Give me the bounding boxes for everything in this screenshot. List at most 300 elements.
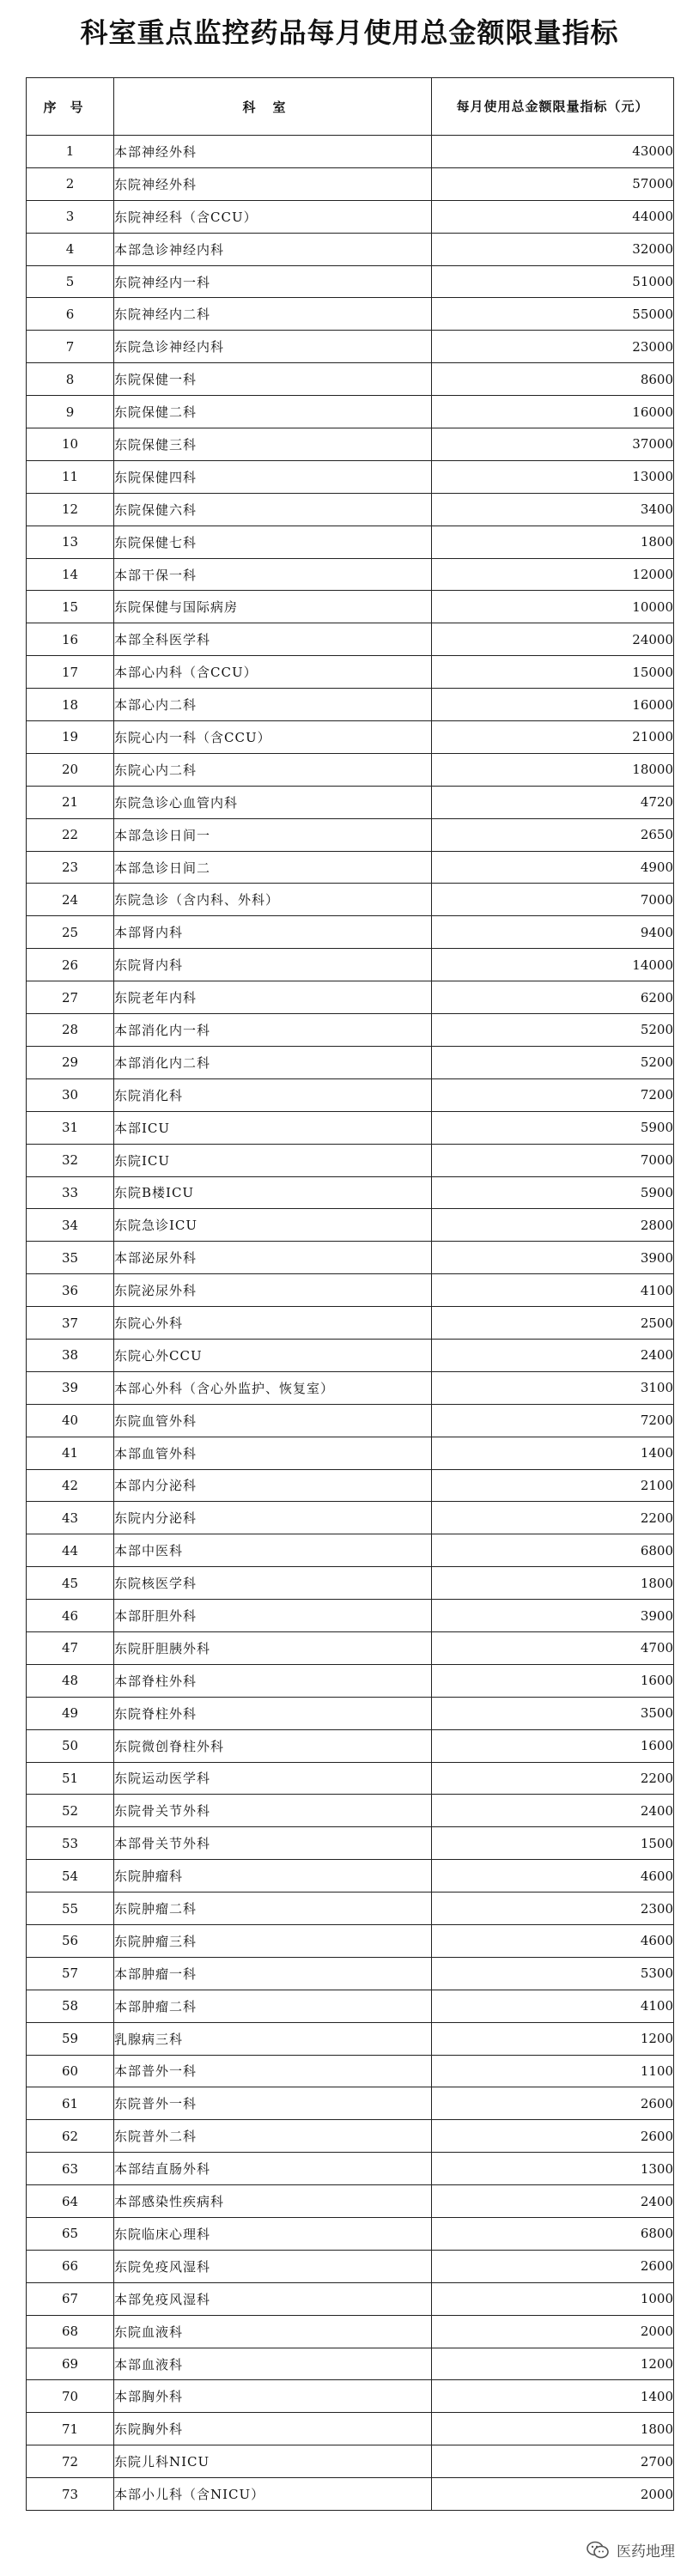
row-number: 12 (27, 493, 114, 526)
row-department: 本部血管外科 (114, 1437, 432, 1469)
table-row (27, 1631, 674, 1664)
table-row (27, 526, 674, 558)
table-row (27, 2120, 674, 2153)
table-row (27, 1827, 674, 1860)
table-row (27, 1795, 674, 1827)
row-department: 本部消化内二科 (114, 1046, 432, 1078)
row-monthly-limit: 4600 (432, 1860, 674, 1893)
row-number: 14 (27, 558, 114, 591)
row-monthly-limit: 2700 (432, 2445, 674, 2478)
row-department: 本部肿瘤一科 (114, 1957, 432, 1990)
row-number: 31 (27, 1111, 114, 1144)
row-monthly-limit: 6200 (432, 981, 674, 1014)
row-department: 东院心内一科（含CCU） (114, 721, 432, 754)
row-monthly-limit: 10000 (432, 591, 674, 623)
row-monthly-limit: 5900 (432, 1111, 674, 1144)
row-department: 本部骨关节外科 (114, 1827, 432, 1860)
row-department: 东院保健一科 (114, 363, 432, 396)
row-number: 52 (27, 1795, 114, 1827)
row-monthly-limit: 1500 (432, 1827, 674, 1860)
row-monthly-limit: 55000 (432, 298, 674, 331)
row-monthly-limit: 37000 (432, 428, 674, 461)
table-row (27, 623, 674, 656)
row-monthly-limit: 14000 (432, 949, 674, 981)
row-number: 24 (27, 884, 114, 916)
row-number: 25 (27, 916, 114, 949)
row-number: 35 (27, 1242, 114, 1274)
row-number: 27 (27, 981, 114, 1014)
row-number: 63 (27, 2153, 114, 2185)
row-monthly-limit: 2400 (432, 2185, 674, 2218)
row-monthly-limit: 23000 (432, 331, 674, 363)
table-header-row (27, 78, 674, 136)
row-department: 东院保健与国际病房 (114, 591, 432, 623)
table-row (27, 2380, 674, 2413)
row-monthly-limit: 51000 (432, 265, 674, 298)
row-department: 本部内分泌科 (114, 1469, 432, 1502)
row-monthly-limit: 4100 (432, 1274, 674, 1307)
row-monthly-limit: 8600 (432, 363, 674, 396)
row-department: 东院肝胆胰外科 (114, 1631, 432, 1664)
table-row (27, 1860, 674, 1893)
row-department: 东院血管外科 (114, 1404, 432, 1437)
row-monthly-limit: 2000 (432, 2478, 674, 2511)
row-monthly-limit: 7000 (432, 1144, 674, 1176)
row-department: 本部肝胆外科 (114, 1600, 432, 1632)
row-number: 71 (27, 2413, 114, 2445)
row-number: 15 (27, 591, 114, 623)
row-number: 49 (27, 1697, 114, 1729)
row-department: 本部急诊日间二 (114, 851, 432, 884)
row-number: 45 (27, 1567, 114, 1600)
table-row (27, 298, 674, 331)
row-department: 本部心内科（含CCU） (114, 656, 432, 689)
row-number: 48 (27, 1664, 114, 1697)
row-department: 本部神经外科 (114, 136, 432, 168)
row-department: 本部肿瘤二科 (114, 1990, 432, 2022)
row-number: 11 (27, 460, 114, 493)
row-department: 本部干保一科 (114, 558, 432, 591)
row-monthly-limit: 4100 (432, 1990, 674, 2022)
table-row (27, 2153, 674, 2185)
row-monthly-limit: 5300 (432, 1957, 674, 1990)
row-monthly-limit: 4720 (432, 786, 674, 818)
table-row (27, 1469, 674, 1502)
table-row (27, 396, 674, 428)
row-number: 8 (27, 363, 114, 396)
row-department: 东院神经科（含CCU） (114, 200, 432, 233)
table-row (27, 1242, 674, 1274)
table-row (27, 1567, 674, 1600)
row-department: 本部急诊日间一 (114, 818, 432, 851)
row-monthly-limit: 4900 (432, 851, 674, 884)
row-department: 本部胸外科 (114, 2380, 432, 2413)
row-department: 本部免疫风湿科 (114, 2282, 432, 2315)
table-row (27, 1339, 674, 1371)
row-number: 69 (27, 2348, 114, 2380)
row-number: 42 (27, 1469, 114, 1502)
row-number: 62 (27, 2120, 114, 2153)
row-number: 23 (27, 851, 114, 884)
row-department: 本部心内二科 (114, 689, 432, 721)
row-department: 本部ICU (114, 1111, 432, 1144)
row-number: 33 (27, 1176, 114, 1209)
row-number: 50 (27, 1729, 114, 1762)
table-row (27, 1893, 674, 1925)
table-row (27, 1404, 674, 1437)
table-row (27, 2282, 674, 2315)
row-number: 43 (27, 1502, 114, 1534)
table-row (27, 2087, 674, 2120)
row-department: 东院骨关节外科 (114, 1795, 432, 1827)
row-number: 40 (27, 1404, 114, 1437)
row-number: 22 (27, 818, 114, 851)
row-monthly-limit: 32000 (432, 233, 674, 265)
row-monthly-limit: 2300 (432, 1893, 674, 1925)
row-monthly-limit: 44000 (432, 200, 674, 233)
table-row (27, 265, 674, 298)
limit-table (26, 77, 674, 2511)
row-department: 东院胸外科 (114, 2413, 432, 2445)
table-row (27, 851, 674, 884)
row-department: 东院消化科 (114, 1078, 432, 1111)
row-monthly-limit: 4600 (432, 1924, 674, 1957)
row-monthly-limit: 43000 (432, 136, 674, 168)
row-monthly-limit: 1000 (432, 2282, 674, 2315)
row-monthly-limit: 1800 (432, 526, 674, 558)
table-row (27, 136, 674, 168)
watermark-text: 医药地理 (617, 2543, 675, 2561)
row-monthly-limit: 2600 (432, 2087, 674, 2120)
row-number: 66 (27, 2250, 114, 2282)
table-row (27, 2250, 674, 2282)
row-department: 本部泌尿外科 (114, 1242, 432, 1274)
table-row (27, 460, 674, 493)
row-department: 本部急诊神经内科 (114, 233, 432, 265)
row-monthly-limit: 2600 (432, 2250, 674, 2282)
table-row (27, 1534, 674, 1567)
row-department: 本部全科医学科 (114, 623, 432, 656)
row-department: 东院保健六科 (114, 493, 432, 526)
row-department: 东院核医学科 (114, 1567, 432, 1600)
table-row (27, 656, 674, 689)
row-number: 37 (27, 1307, 114, 1340)
row-number: 17 (27, 656, 114, 689)
table-row (27, 884, 674, 916)
table-row (27, 167, 674, 200)
row-monthly-limit: 2200 (432, 1762, 674, 1795)
row-monthly-limit: 21000 (432, 721, 674, 754)
row-monthly-limit: 2100 (432, 1469, 674, 1502)
row-number: 59 (27, 2022, 114, 2055)
row-monthly-limit: 1200 (432, 2348, 674, 2380)
row-monthly-limit: 1600 (432, 1729, 674, 1762)
row-department: 东院神经内二科 (114, 298, 432, 331)
row-number: 65 (27, 2218, 114, 2251)
row-number: 51 (27, 1762, 114, 1795)
row-monthly-limit: 57000 (432, 167, 674, 200)
table-row (27, 1111, 674, 1144)
row-monthly-limit: 1400 (432, 1437, 674, 1469)
row-number: 26 (27, 949, 114, 981)
row-number: 61 (27, 2087, 114, 2120)
row-department: 东院肾内科 (114, 949, 432, 981)
row-number: 41 (27, 1437, 114, 1469)
table-row (27, 1990, 674, 2022)
table-row (27, 591, 674, 623)
row-department: 本部心外科（含心外监护、恢复室） (114, 1371, 432, 1404)
row-department: 东院心外科 (114, 1307, 432, 1340)
row-monthly-limit: 3100 (432, 1371, 674, 1404)
table-row (27, 1209, 674, 1242)
row-monthly-limit: 2200 (432, 1502, 674, 1534)
row-number: 5 (27, 265, 114, 298)
page-title: 科室重点监控药品每月使用总金额限量指标 (80, 16, 619, 49)
row-number: 28 (27, 1014, 114, 1047)
row-number: 6 (27, 298, 114, 331)
row-monthly-limit: 1400 (432, 2380, 674, 2413)
row-department: 东院运动医学科 (114, 1762, 432, 1795)
row-monthly-limit: 1300 (432, 2153, 674, 2185)
table-row (27, 2218, 674, 2251)
row-number: 18 (27, 689, 114, 721)
row-department: 本部小儿科（含NICU） (114, 2478, 432, 2511)
row-department: 东院ICU (114, 1144, 432, 1176)
row-department: 东院急诊心血管内科 (114, 786, 432, 818)
row-number: 60 (27, 2055, 114, 2087)
row-monthly-limit: 9400 (432, 916, 674, 949)
table-row (27, 916, 674, 949)
table-row (27, 2315, 674, 2348)
row-number: 54 (27, 1860, 114, 1893)
row-department: 本部感染性疾病科 (114, 2185, 432, 2218)
header-number: 序号 (27, 78, 114, 136)
row-number: 4 (27, 233, 114, 265)
table-row (27, 949, 674, 981)
table-row (27, 233, 674, 265)
table-row (27, 363, 674, 396)
row-number: 67 (27, 2282, 114, 2315)
table-row (27, 1762, 674, 1795)
row-number: 57 (27, 1957, 114, 1990)
table-row (27, 2055, 674, 2087)
row-department: 东院老年内科 (114, 981, 432, 1014)
table-row (27, 1144, 674, 1176)
table-row (27, 200, 674, 233)
row-number: 53 (27, 1827, 114, 1860)
row-number: 44 (27, 1534, 114, 1567)
wechat-icon (586, 2540, 610, 2561)
row-monthly-limit: 2600 (432, 2120, 674, 2153)
table-row (27, 2348, 674, 2380)
table-row (27, 2022, 674, 2055)
row-number: 68 (27, 2315, 114, 2348)
table-row (27, 1078, 674, 1111)
header-monthly-limit: 每月使用总金额限量指标（元） (432, 78, 674, 136)
row-department: 东院心外CCU (114, 1339, 432, 1371)
row-department: 东院普外一科 (114, 2087, 432, 2120)
row-department: 本部消化内一科 (114, 1014, 432, 1047)
row-department: 东院心内二科 (114, 753, 432, 786)
row-monthly-limit: 1600 (432, 1664, 674, 1697)
table-row (27, 558, 674, 591)
row-monthly-limit: 3900 (432, 1600, 674, 1632)
table-row (27, 1046, 674, 1078)
row-monthly-limit: 3500 (432, 1697, 674, 1729)
row-monthly-limit: 4700 (432, 1631, 674, 1664)
row-number: 34 (27, 1209, 114, 1242)
table-row (27, 2413, 674, 2445)
table-row (27, 753, 674, 786)
row-monthly-limit: 7200 (432, 1078, 674, 1111)
row-number: 7 (27, 331, 114, 363)
row-monthly-limit: 5200 (432, 1046, 674, 1078)
row-department: 东院肿瘤二科 (114, 1893, 432, 1925)
table-row (27, 331, 674, 363)
table-row (27, 1664, 674, 1697)
row-department: 东院B楼ICU (114, 1176, 432, 1209)
row-department: 本部普外一科 (114, 2055, 432, 2087)
row-number: 32 (27, 1144, 114, 1176)
table-row (27, 428, 674, 461)
row-department: 东院免疫风湿科 (114, 2250, 432, 2282)
row-monthly-limit: 15000 (432, 656, 674, 689)
table-row (27, 786, 674, 818)
table-row (27, 1371, 674, 1404)
table-row (27, 1307, 674, 1340)
row-monthly-limit: 6800 (432, 1534, 674, 1567)
row-number: 1 (27, 136, 114, 168)
row-number: 13 (27, 526, 114, 558)
row-monthly-limit: 1800 (432, 2413, 674, 2445)
row-number: 29 (27, 1046, 114, 1078)
row-monthly-limit: 6800 (432, 2218, 674, 2251)
row-department: 东院神经外科 (114, 167, 432, 200)
row-department: 本部结直肠外科 (114, 2153, 432, 2185)
table-row (27, 1957, 674, 1990)
row-number: 2 (27, 167, 114, 200)
table-row (27, 1697, 674, 1729)
row-number: 39 (27, 1371, 114, 1404)
row-department: 东院急诊ICU (114, 1209, 432, 1242)
table-row (27, 818, 674, 851)
row-department: 东院保健三科 (114, 428, 432, 461)
row-number: 36 (27, 1274, 114, 1307)
row-number: 58 (27, 1990, 114, 2022)
row-number: 16 (27, 623, 114, 656)
row-department: 东院微创脊柱外科 (114, 1729, 432, 1762)
row-department: 东院泌尿外科 (114, 1274, 432, 1307)
row-number: 3 (27, 200, 114, 233)
row-number: 21 (27, 786, 114, 818)
row-number: 64 (27, 2185, 114, 2218)
row-department: 东院急诊（含内科、外科） (114, 884, 432, 916)
row-monthly-limit: 1100 (432, 2055, 674, 2087)
row-department: 东院急诊神经内科 (114, 331, 432, 363)
row-department: 东院神经内一科 (114, 265, 432, 298)
row-number: 72 (27, 2445, 114, 2478)
row-monthly-limit: 12000 (432, 558, 674, 591)
row-monthly-limit: 2400 (432, 1339, 674, 1371)
table-row (27, 1014, 674, 1047)
row-number: 9 (27, 396, 114, 428)
row-number: 47 (27, 1631, 114, 1664)
row-department: 东院脊柱外科 (114, 1697, 432, 1729)
row-monthly-limit: 2800 (432, 1209, 674, 1242)
row-monthly-limit: 16000 (432, 396, 674, 428)
row-monthly-limit: 1800 (432, 1567, 674, 1600)
row-number: 19 (27, 721, 114, 754)
table-row (27, 1924, 674, 1957)
row-number: 38 (27, 1339, 114, 1371)
row-department: 东院保健七科 (114, 526, 432, 558)
row-monthly-limit: 24000 (432, 623, 674, 656)
table-row (27, 1600, 674, 1632)
row-number: 56 (27, 1924, 114, 1957)
row-monthly-limit: 2500 (432, 1307, 674, 1340)
row-monthly-limit: 1200 (432, 2022, 674, 2055)
row-department: 东院肿瘤科 (114, 1860, 432, 1893)
row-department: 东院内分泌科 (114, 1502, 432, 1534)
row-number: 70 (27, 2380, 114, 2413)
row-monthly-limit: 5900 (432, 1176, 674, 1209)
row-department: 本部血液科 (114, 2348, 432, 2380)
table-row (27, 2445, 674, 2478)
row-department: 本部脊柱外科 (114, 1664, 432, 1697)
table-row (27, 689, 674, 721)
row-department: 东院肿瘤三科 (114, 1924, 432, 1957)
row-department: 东院普外二科 (114, 2120, 432, 2153)
table-row (27, 1176, 674, 1209)
row-monthly-limit: 2000 (432, 2315, 674, 2348)
row-monthly-limit: 3400 (432, 493, 674, 526)
row-department: 东院儿科NICU (114, 2445, 432, 2478)
table-row (27, 981, 674, 1014)
row-department: 本部肾内科 (114, 916, 432, 949)
row-number: 30 (27, 1078, 114, 1111)
table-row (27, 2185, 674, 2218)
table-row (27, 1274, 674, 1307)
row-department: 乳腺病三科 (114, 2022, 432, 2055)
row-number: 20 (27, 753, 114, 786)
row-department: 本部中医科 (114, 1534, 432, 1567)
table-row (27, 721, 674, 754)
row-monthly-limit: 13000 (432, 460, 674, 493)
row-monthly-limit: 7200 (432, 1404, 674, 1437)
row-number: 73 (27, 2478, 114, 2511)
table-row (27, 2478, 674, 2511)
row-monthly-limit: 2650 (432, 818, 674, 851)
row-number: 10 (27, 428, 114, 461)
table-row (27, 1437, 674, 1469)
row-monthly-limit: 3900 (432, 1242, 674, 1274)
row-department: 东院保健二科 (114, 396, 432, 428)
row-monthly-limit: 18000 (432, 753, 674, 786)
row-number: 55 (27, 1893, 114, 1925)
row-monthly-limit: 2400 (432, 1795, 674, 1827)
row-monthly-limit: 7000 (432, 884, 674, 916)
row-monthly-limit: 16000 (432, 689, 674, 721)
table-row (27, 1502, 674, 1534)
table-row (27, 493, 674, 526)
row-department: 东院血液科 (114, 2315, 432, 2348)
watermark (586, 2539, 675, 2561)
row-number: 46 (27, 1600, 114, 1632)
row-department: 东院保健四科 (114, 460, 432, 493)
table-row (27, 1729, 674, 1762)
row-department: 东院临床心理科 (114, 2218, 432, 2251)
header-department: 科室 (114, 78, 432, 136)
